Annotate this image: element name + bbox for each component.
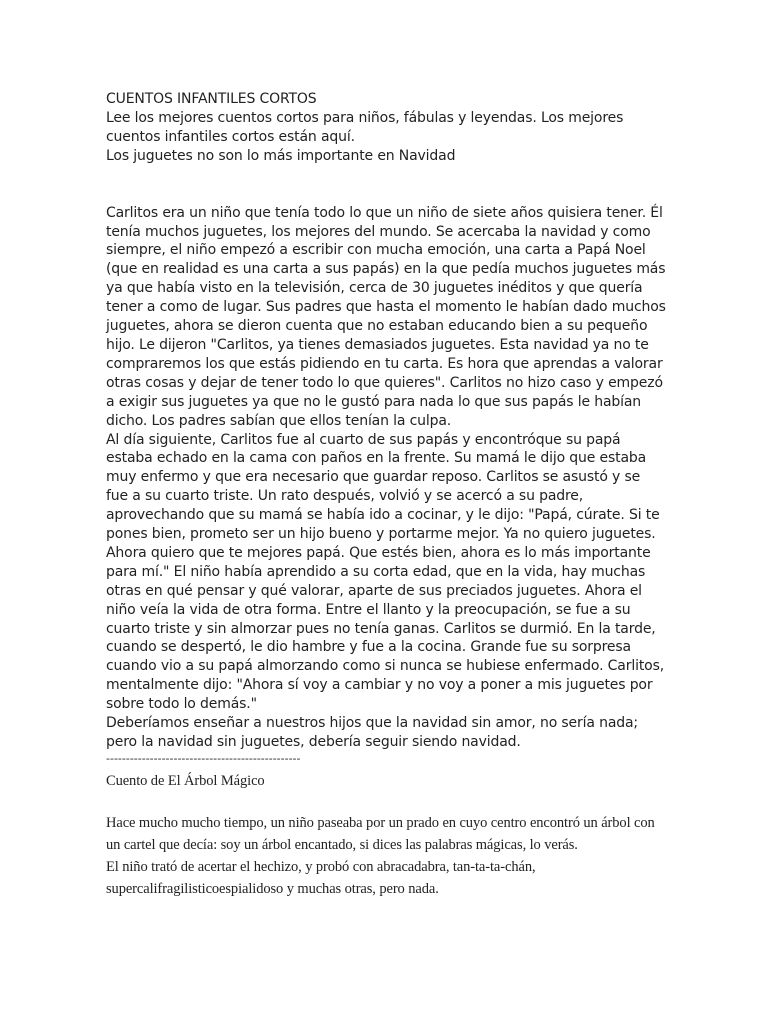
collection-intro: Lee los mejores cuentos cortos para niños, fábulas y leyendas. Los mejores cuentos infantiles cortos están aquí. [106,109,624,145]
story-title: Los juguetes no son lo más importante en Navidad [106,147,456,164]
story-body [106,204,666,752]
second-story-paragraph-2: El niño trató de acertar el hechizo, y probó con abracadabra, tan-ta-ta-chán, supercalifragilisticoespialidoso y muchas otras, pero nada. [106,858,536,897]
collection-title: CUENTOS INFANTILES CORTOS [106,91,317,107]
second-story-body [106,812,666,900]
second-story-paragraph-1: Hace mucho mucho tiempo, un niño paseaba por un prado en cuyo centro encontró un árbol con un cartel que decía: soy un árbol encantado, si dices las palabras mágicas, lo verás. [106,814,655,853]
second-story-title: Cuento de El Árbol Mágico [106,772,265,789]
story-paragraph-3: Deberíamos enseñar a nuestros hijos que la navidad sin amor, no sería nada; pero la navidad sin juguetes, debería seguir siendo navidad. [106,715,638,750]
story-paragraph-2: Al día siguiente, Carlitos fue al cuarto de sus papás y encontróque su papá estaba echado en la cama con paños en la frente. Su mamá le dijo que estaba muy enfermo y que era necesario que guardar reposo. Carlitos se asustó y se fue a su cuarto triste. Un rato después, volvió y se acercó a su padre, aprovechando que su mamá se había ido a cocinar, y le dijo: "Papá, cúrate. Si te pones bien, prometo ser un hijo bueno y portarme mejor. Ya no quiero juguetes. Ahora quiero que te mejores papá. Que estés bien, ahora es lo más importante para mí." El niño había aprendido a su corta edad, que en la vida, hay muchas otras en qué pensar y qué valorar, aparte de sus preciados juguetes. Ahora el niño veía la vida de otra forma. Entre el llanto y la preocupación, se fue a su cuarto triste y sin almorzar pues no tenía ganas. Carlitos se durmió. En la tarde, cuando se despertó, le dio hambre y fue a la cocina. Grande fue su sorpresa cuando vio a su papá almorzando como si nunca se hubiese enfermado. Carlitos, mentalmente dijo: "Ahora sí voy a cambiar y no voy a poner a mis juguetes por sobre todo lo demás." [106,431,665,713]
document-page [106,90,666,900]
story-paragraph-1: Carlitos era un niño que tenía todo lo que un niño de siete años quisiera tener. Él tenía muchos juguetes, los mejores del mundo. Se acercaba la navidad y como siempre, el niño empezó a escribir con mucha emoción, una carta a Papá Noel (que en realidad es una carta a sus papás) en la que pedía muchos juguetes más ya que había visto en la televisión, cerca de 30 juguetes inéditos y que quería tener a como de lugar. Sus padres que hasta el momento le habían dado muchos juguetes, ahora se dieron cuenta que no estaban educando bien a su pequeño hijo. Le dijeron "Carlitos, ya tienes demasiados juguetes. Esta navidad ya no te compraremos los que estás pidiendo en tu carta. Es hora que aprendas a valorar otras cosas y dejar de tener todo lo que quieres". Carlitos no hizo caso y empezó a exigir sus juguetes ya que no le gustó para nada lo que sus papás le habían dicho. Los padres sabían que ellos tenían la culpa. [106,204,666,429]
section-divider: ------------------------------------------------- [106,751,301,765]
document-header [106,90,666,166]
